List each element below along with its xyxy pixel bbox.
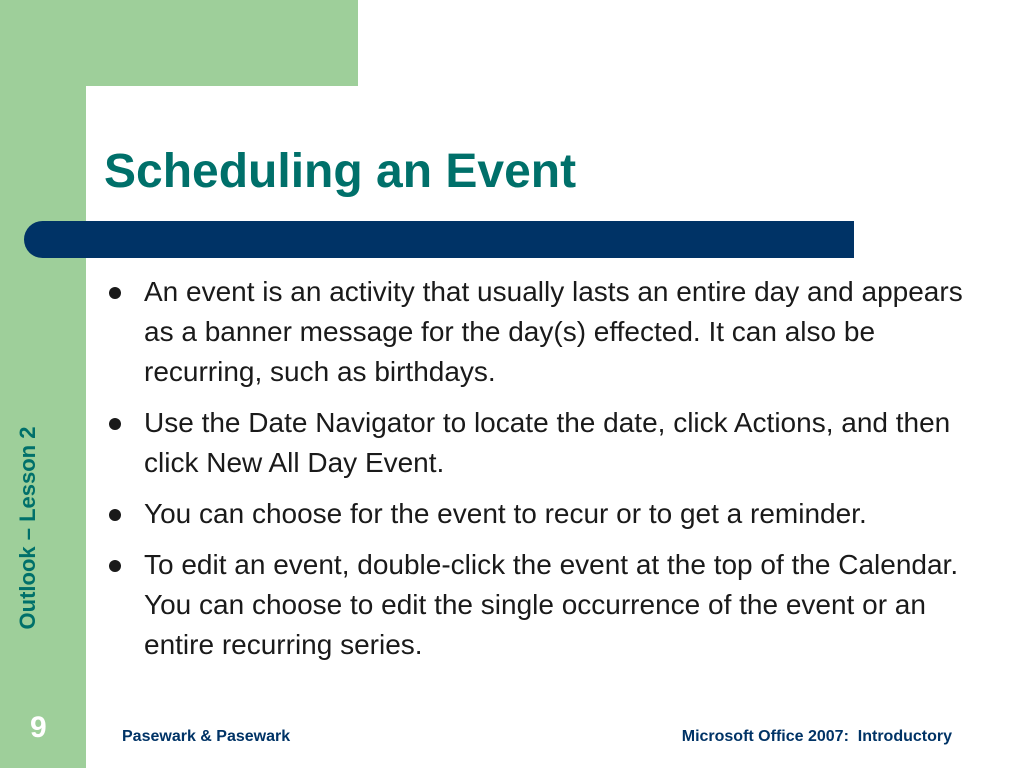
bullet-list bbox=[104, 272, 984, 676]
bullet-text: Use the Date Navigator to locate the date, click Actions, and then click New All Day Event. bbox=[144, 407, 951, 478]
bullet-dot-icon bbox=[109, 560, 121, 572]
bullet-text: An event is an activity that usually lasts an entire day and appears as a banner message for the day(s) effected. It can also be recurring, such as birthdays. bbox=[144, 276, 963, 387]
bullet-item-2 bbox=[104, 403, 984, 483]
bullet-text: You can choose for the event to recur or to get a reminder. bbox=[144, 498, 867, 529]
bullet-item-4 bbox=[104, 545, 984, 665]
top-corner-block bbox=[0, 0, 358, 86]
title-underline-bar bbox=[24, 221, 854, 258]
bullet-item-3 bbox=[104, 494, 984, 534]
footer-author: Pasewark & Pasewark bbox=[122, 728, 291, 745]
slide-title: Scheduling an Event bbox=[104, 145, 577, 198]
footer-course: Microsoft Office 2007: Introductory bbox=[681, 728, 952, 745]
bullet-text: To edit an event, double-click the event at the top of the Calendar. You can choose to edit the single occurrence of the event or an entire recurring series. bbox=[144, 549, 959, 660]
sidebar-background bbox=[0, 0, 86, 768]
bullet-dot-icon bbox=[109, 418, 121, 430]
slide-number: 9 bbox=[30, 711, 47, 744]
bullet-dot-icon bbox=[109, 287, 121, 299]
side-label: Outlook – Lesson 2 bbox=[15, 426, 40, 630]
bullet-dot-icon bbox=[109, 509, 121, 521]
bullet-item-1 bbox=[104, 272, 984, 392]
